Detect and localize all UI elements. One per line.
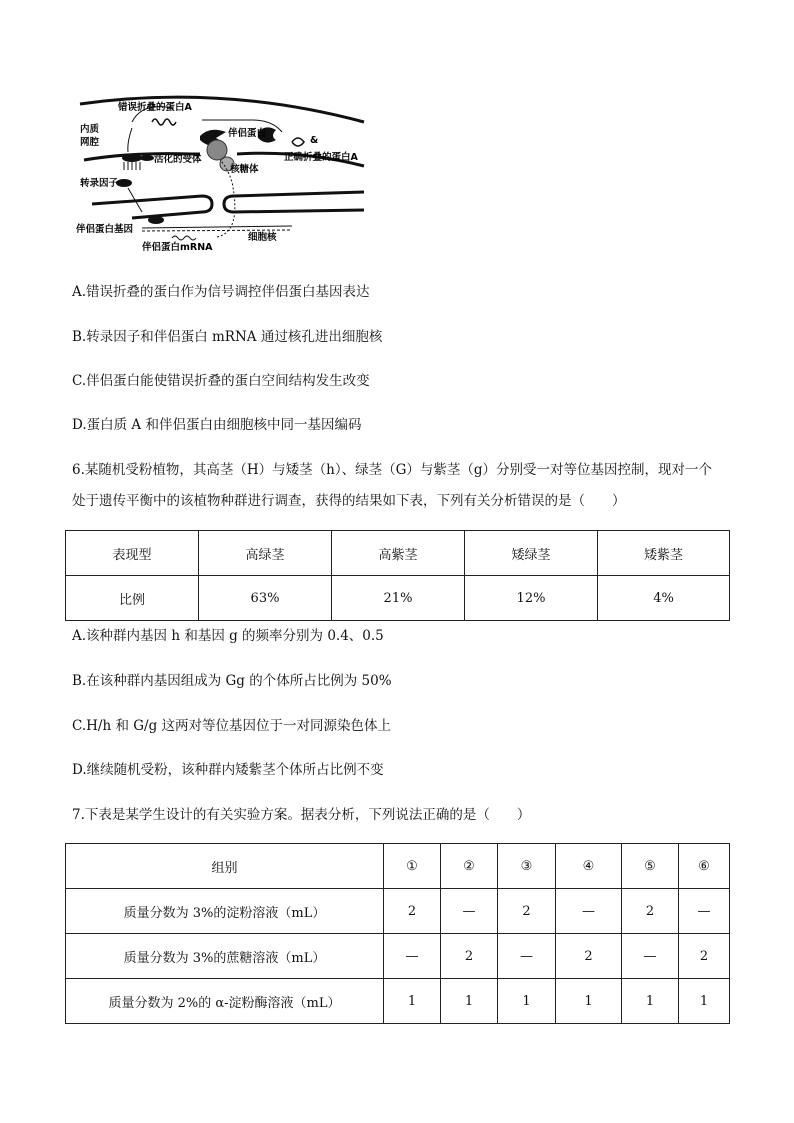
label-correct: 正确折叠的蛋白A bbox=[284, 152, 358, 163]
table-header-cell: ② bbox=[441, 844, 498, 889]
chaperone-pathway-diagram bbox=[72, 92, 372, 257]
table-cell: — bbox=[498, 934, 556, 979]
arrow-3 bbox=[128, 128, 132, 152]
q6-option-b: B.在该种群内基因组成为 Gg 的个体所占比例为 50% bbox=[72, 673, 392, 689]
gene-strand bbox=[142, 230, 292, 231]
table-row bbox=[66, 979, 730, 1024]
table-row bbox=[66, 934, 730, 979]
nucleus-membrane-right-top bbox=[234, 192, 364, 196]
table-cell: 2 bbox=[384, 889, 441, 934]
table-cell: 质量分数为 3%的蔗糖溶液（mL） bbox=[66, 934, 384, 979]
tf-bound-shape bbox=[148, 216, 164, 224]
label-ribosome: 核糖体 bbox=[230, 164, 259, 175]
table-cell: 质量分数为 2%的 α-淀粉酶溶液（mL） bbox=[66, 979, 384, 1024]
table-row bbox=[66, 531, 730, 576]
label-nucleus: 细胞核 bbox=[248, 232, 277, 243]
label-mrna: 伴侣蛋白mRNA bbox=[142, 242, 213, 253]
label-er-1: 内质 bbox=[80, 124, 100, 135]
label-activated-receptor: 活化的受体 bbox=[154, 154, 202, 165]
receptor-shape bbox=[122, 154, 142, 162]
table-cell: 质量分数为 3%的淀粉溶液（mL） bbox=[66, 889, 384, 934]
table-header-cell: ① bbox=[384, 844, 441, 889]
table-cell: 63% bbox=[199, 576, 332, 621]
table-cell: — bbox=[441, 889, 498, 934]
table-cell: 21% bbox=[332, 576, 465, 621]
q5-option-b: B.转录因子和伴侣蛋白 mRNA 通过核孔进出细胞核 bbox=[72, 329, 383, 345]
table-cell: 1 bbox=[384, 979, 441, 1024]
tf-shape bbox=[116, 179, 132, 187]
receptor-stalks bbox=[124, 162, 140, 170]
table-cell: — bbox=[679, 889, 730, 934]
nucleus-membrane-right-outer bbox=[224, 196, 364, 212]
table-cell: 2 bbox=[679, 934, 730, 979]
nucleus-membrane-outer bbox=[92, 196, 212, 218]
table-header-cell: 矮紫茎 bbox=[598, 531, 730, 576]
mrna-shape bbox=[172, 236, 196, 240]
table-cell: 2 bbox=[622, 889, 679, 934]
q6-option-c: C.H/h 和 G/g 这两对等位基因位于一对同源染色体上 bbox=[72, 718, 392, 734]
table-cell: 1 bbox=[679, 979, 730, 1024]
table-cell: — bbox=[556, 889, 622, 934]
table-header-cell: 高绿茎 bbox=[199, 531, 332, 576]
label-tf: 转录因子 bbox=[80, 178, 119, 189]
label-er-2: 网腔 bbox=[80, 137, 100, 148]
table-cell: 比例 bbox=[66, 576, 199, 621]
q6-stem-line-2: 处于遗传平衡中的该植物种群进行调查，获得的结果如下表，下列有关分析错误的是（ ） bbox=[72, 493, 626, 509]
q5-option-d: D.蛋白质 A 和伴侣蛋白由细胞核中同一基因编码 bbox=[72, 417, 362, 433]
receptor-shape-2 bbox=[140, 155, 154, 161]
table-cell: 1 bbox=[441, 979, 498, 1024]
gene-line bbox=[142, 226, 292, 228]
q6-table bbox=[65, 530, 730, 621]
table-cell: 4% bbox=[598, 576, 730, 621]
table-header-cell: ③ bbox=[498, 844, 556, 889]
table-row bbox=[66, 889, 730, 934]
table-header-cell: 表现型 bbox=[66, 531, 199, 576]
table-cell: 1 bbox=[498, 979, 556, 1024]
table-header-cell: ⑥ bbox=[679, 844, 730, 889]
table-header-cell: 高紫茎 bbox=[332, 531, 465, 576]
table-row bbox=[66, 576, 730, 621]
q6-stem-line-1: 6.某随机受粉植物，其高茎（H）与矮茎（h）、绿茎（G）与紫茎（g）分别受一对等位基因控制，现对一个 bbox=[72, 462, 713, 478]
q5-option-c: C.伴侣蛋白能使错误折叠的蛋白空间结构发生改变 bbox=[72, 373, 370, 389]
table-cell: 1 bbox=[556, 979, 622, 1024]
table-cell: 12% bbox=[465, 576, 598, 621]
q6-option-a: A.该种群内基因 h 和基因 g 的频率分别为 0.4、0.5 bbox=[72, 628, 384, 644]
diagram-svg bbox=[72, 92, 372, 257]
label-misfolded: 错误折叠的蛋白A bbox=[118, 102, 192, 113]
q5-option-a: A.错误折叠的蛋白作为信号调控伴侣蛋白基因表达 bbox=[72, 284, 370, 300]
table-row bbox=[66, 844, 730, 889]
ribosome-large bbox=[207, 140, 227, 160]
q7-stem: 7.下表是某学生设计的有关实验方案。据表分析，下列说法正确的是（ ） bbox=[72, 807, 531, 823]
folded-protein-shape bbox=[292, 138, 304, 146]
table-cell: 1 bbox=[622, 979, 679, 1024]
table-header-cell: ④ bbox=[556, 844, 622, 889]
table-cell: — bbox=[384, 934, 441, 979]
table-header-cell: 组别 bbox=[66, 844, 384, 889]
table-header-cell: ⑤ bbox=[622, 844, 679, 889]
q7-table bbox=[65, 843, 730, 1024]
label-gene: 伴侣蛋白基因 bbox=[76, 224, 134, 235]
table-cell: — bbox=[622, 934, 679, 979]
table-cell: 2 bbox=[556, 934, 622, 979]
misfolded-protein-shape bbox=[152, 119, 176, 125]
label-amp: & bbox=[310, 135, 319, 146]
table-cell: 2 bbox=[441, 934, 498, 979]
q6-option-d: D.继续随机受粉，该种群内矮紫茎个体所占比例不变 bbox=[72, 762, 384, 778]
table-header-cell: 矮绿茎 bbox=[465, 531, 598, 576]
label-chaperone: 伴侣蛋白 bbox=[228, 128, 267, 139]
table-cell: 2 bbox=[498, 889, 556, 934]
